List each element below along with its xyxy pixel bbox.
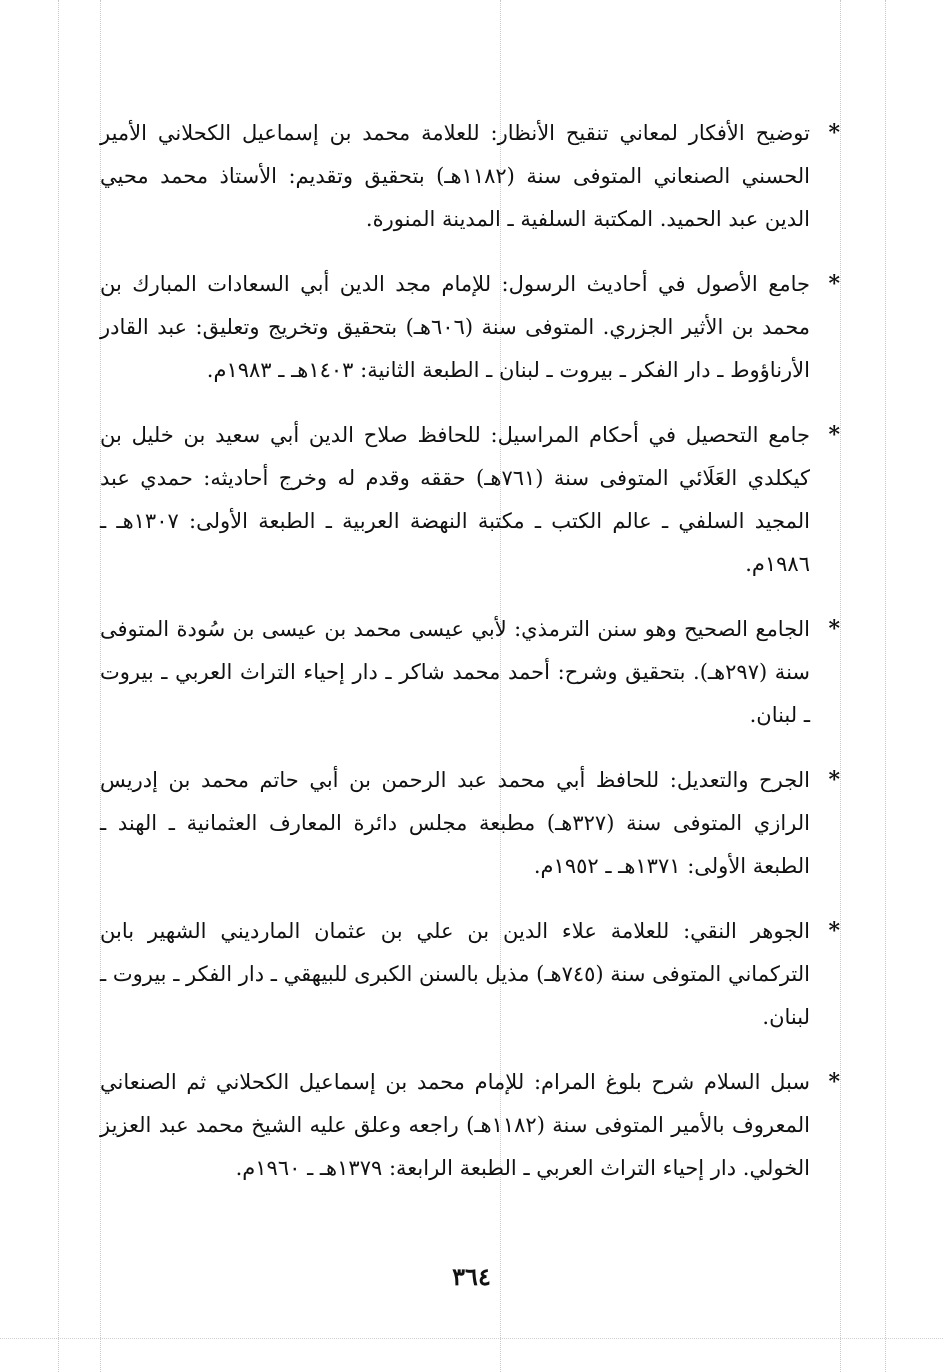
bullet-marker: *	[828, 120, 840, 146]
bibliography-entry	[100, 112, 840, 241]
margin-guide	[885, 0, 886, 1372]
bullet-marker: *	[828, 271, 840, 297]
entry-text: سبل السلام شرح بلوغ المرام: للإمام محمد بن إسماعيل الكحلاني ثم الصنعاني المعروف بالأمير المتوفى سنة (١١٨٢هـ) راجعه وعلق عليه الشيخ محمد عبد العزيز الخولي. دار إحياء التراث العربي ـ الطبعة الرابعة: ١٣٧٩هـ ـ ١٩٦٠م.	[100, 1070, 810, 1180]
bullet-marker: *	[828, 767, 840, 793]
bibliography-entry	[100, 414, 840, 586]
margin-guide	[58, 0, 59, 1372]
bibliography-entry	[100, 759, 840, 888]
entry-text: الجامع الصحيح وهو سنن الترمذي: لأبي عيسى محمد بن عيسى بن سُودة المتوفى سنة (٢٩٧هـ). بتحقيق وشرح: أحمد محمد شاكر ـ دار إحياء التراث العربي ـ بيروت ـ لبنان.	[100, 617, 810, 727]
bibliography-entry	[100, 910, 840, 1039]
bullet-marker: *	[828, 918, 840, 944]
bibliography-list	[100, 112, 840, 1212]
bibliography-entry	[100, 263, 840, 392]
bullet-marker: *	[828, 422, 840, 448]
entry-text: جامع التحصيل في أحكام المراسيل: للحافظ صلاح الدين أبي سعيد بن خليل بن كيكلدي العَلَائي المتوفى سنة (٧٦١هـ) حققه وقدم له وخرج أحاديثه: حمدي عبد المجيد السلفي ـ عالم الكتب ـ مكتبة النهضة العربية ـ الطبعة الأولى: ١٣٠٧هـ ـ ١٩٨٦م.	[100, 423, 810, 576]
entry-text: توضيح الأفكار لمعاني تنقيح الأنظار: للعلامة محمد بن إسماعيل الكحلاني الأمير الحسني الصنعاني المتوفى سنة (١١٨٢هـ) بتحقيق وتقديم: الأستاذ محمد محيي الدين عبد الحميد. المكتبة السلفية ـ المدينة المنورة.	[100, 121, 810, 231]
entry-text: الجرح والتعديل: للحافظ أبي محمد عبد الرحمن بن أبي حاتم محمد بن إدريس الرازي المتوفى سنة (٣٢٧هـ) مطبعة مجلس دائرة المعارف العثمانية ـ الهند ـ الطبعة الأولى: ١٣٧١هـ ـ ١٩٥٢م.	[100, 768, 810, 878]
margin-guide	[840, 0, 841, 1372]
margin-guide	[0, 1338, 943, 1339]
page-number: ٣٦٤	[452, 1262, 491, 1291]
bullet-marker: *	[828, 616, 840, 642]
bullet-marker: *	[828, 1069, 840, 1095]
entry-text: الجوهر النقي: للعلامة علاء الدين بن علي بن عثمان المارديني الشهير بابن التركماني المتوفى سنة (٧٤٥هـ) مذيل بالسنن الكبرى للبيهقي ـ دار الفكر ـ بيروت ـ لبنان.	[100, 919, 810, 1029]
bibliography-entry	[100, 608, 840, 737]
entry-text: جامع الأصول في أحاديث الرسول: للإمام مجد الدين أبي السعادات المبارك بن محمد بن الأثير الجزري. المتوفى سنة (٦٠٦هـ) بتحقيق وتخريج وتعليق: عبد القادر الأرناؤوط ـ دار الفكر ـ بيروت ـ لبنان ـ الطبعة الثانية: ١٤٠٣هـ ـ ١٩٨٣م.	[100, 272, 811, 382]
bibliography-entry	[100, 1061, 840, 1190]
